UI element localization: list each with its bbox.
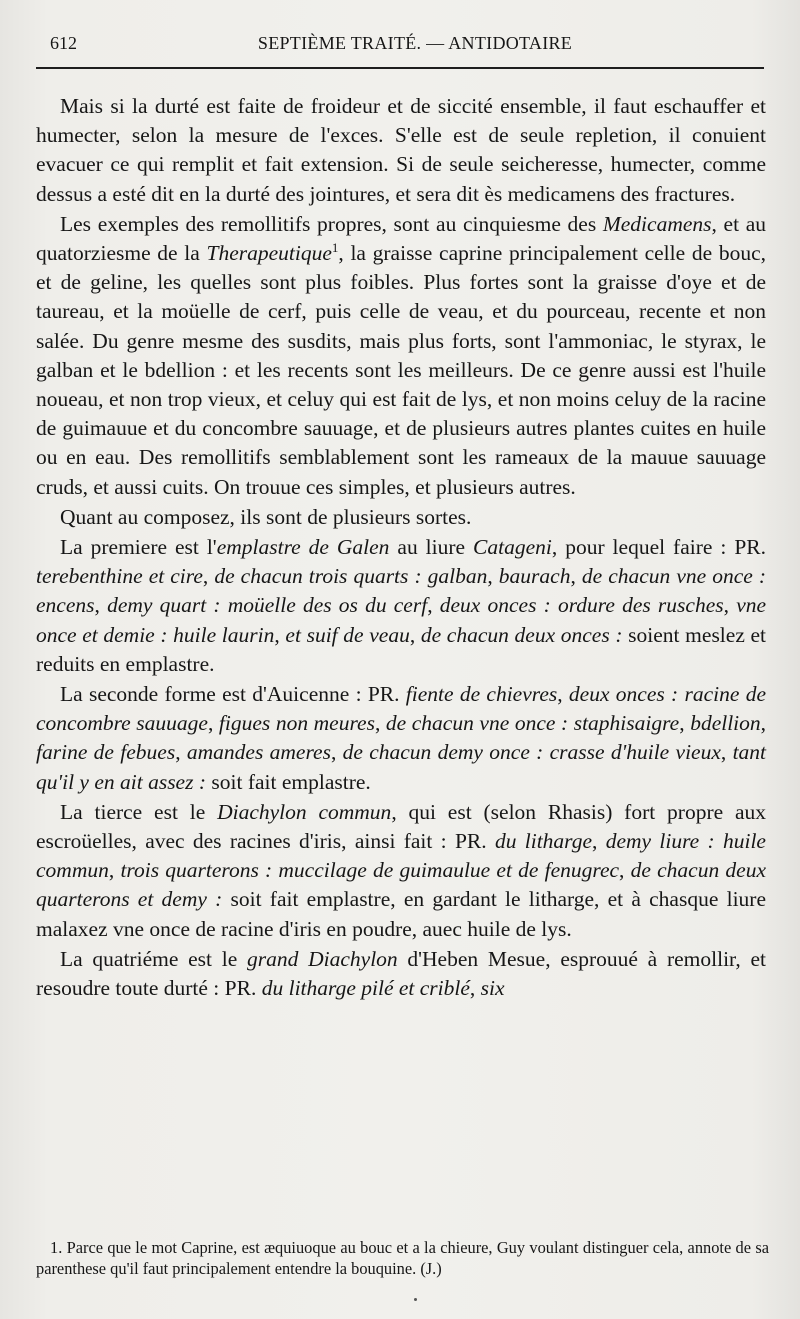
- paragraph: [36, 680, 766, 797]
- italic-text: bdellion: [690, 711, 761, 736]
- italic-text: et suif de veau: [285, 622, 410, 647]
- text-run: Les exemples des remollitifs propres, sont au cinquiesme des: [60, 211, 603, 236]
- text-run: ,: [469, 976, 481, 1001]
- text-run: soit fait emplastre.: [206, 769, 371, 794]
- text-run: ,: [619, 858, 631, 883]
- italic-text: de chacun trois quarts : galban: [214, 564, 488, 589]
- text-run: ,: [723, 593, 737, 618]
- running-title: SEPTIÈME TRAITÉ. — ANTIDOTAIRE: [257, 33, 573, 53]
- footnote: [36, 1237, 769, 1279]
- italic-text: de chacun demy once : crasse d'huile vieux: [342, 740, 721, 765]
- italic-text: vne once et demie : huile laurin: [36, 593, 767, 647]
- paragraph: [36, 210, 766, 502]
- italic-text: trois quarterons : muccilage de guimaulue et de fenugrec: [120, 858, 620, 883]
- italic-text: figues non meures: [218, 711, 375, 736]
- text-run: ,: [720, 740, 733, 765]
- text-run: La tierce est le: [60, 799, 218, 824]
- text-run: ,: [374, 711, 386, 736]
- text-run: ,: [202, 564, 215, 589]
- page-number: 612: [50, 33, 77, 53]
- paragraph: [36, 503, 766, 532]
- italic-text: deux onces : racine de concombre sauuage: [36, 682, 766, 736]
- text-run: ,: [760, 711, 767, 736]
- text-run: La quatriéme est le: [60, 946, 247, 971]
- text-run: La seconde forme est d'Auicenne : PR.: [60, 682, 406, 707]
- italic-text: Catageni: [473, 535, 552, 560]
- body-text: [36, 92, 766, 1003]
- text-run: ,: [207, 711, 219, 736]
- text-run: ,: [427, 593, 440, 618]
- italic-text: emplastre de Galen: [216, 535, 390, 560]
- italic-text: deux onces : ordure des rusches: [439, 593, 724, 618]
- text-run: , pour lequel faire : PR.: [551, 535, 766, 560]
- text-run: ,: [487, 564, 499, 589]
- italic-text: du litharge: [494, 829, 593, 854]
- text-run: soit fait emplastre, en gardant le litharge, et à chasque liure malaxez vne once de racine d'iris en poudre, auec huile de lys.: [36, 887, 767, 941]
- italic-text: de chacun vne once : encens: [36, 564, 767, 618]
- italic-text: tant qu'il y en ait assez :: [36, 740, 767, 794]
- italic-text: farine de febues: [36, 740, 176, 765]
- italic-text: six: [480, 976, 505, 1001]
- text-run: , et au quatorziesme de la: [36, 211, 766, 266]
- header-rule: [36, 67, 764, 69]
- text-run: ,: [570, 564, 582, 589]
- text-run: , la graisse caprine principalement celle de bouc, et de geline, les quelles sont plus foibles. Plus fortes sont la graisse d'oye et de taureau, et la moüelle de cerf, puis celle de veau, et du pourceau, recente et non salée. Du genre mesme des susdits, mais plus forts, sont l'ammoniac, le styrax, le galban et le bdellion : et les recents sont les meilleurs. De ce genre aussi est l'huile noueau, et non trop vieux, et celuy qui est fait de lys, et non moins celuy de la racine de guimauue et du concombre sauuage, et de plusieurs autres plantes cuites en huile ou en eau. Des remollitifs semblablement sont les rameaux de la mauue sauuage cruds, et aussi cuits. On trouue ces simples, et plusieurs autres.: [36, 241, 766, 499]
- italic-text: Medicamens: [602, 211, 712, 236]
- text-run: ,: [592, 829, 606, 854]
- text-run: soient meslez et reduits en emplastre.: [36, 622, 767, 676]
- text-run: ,: [94, 593, 108, 618]
- paragraph: [36, 945, 766, 1003]
- paragraph: [36, 533, 766, 679]
- footnote-text: 1. Parce que le mot Caprine, est æquiuoque au bouc et a la chieure, Guy voulant distinguer cela, annote de sa parenthese qu'il faut principalement entendre la bouquine. (J.): [36, 1238, 769, 1278]
- ink-speck: [414, 1298, 417, 1301]
- text-run: Mais si la durté est faite de froideur et de siccité ensemble, il faut eschauffer et humecter, selon la mesure de l'exces. S'elle est de seule repletion, il conuient evacuer ce qui remplit et fait extension. Si de seule seicheresse, humecter, comme dessus a esté dit en la durté des jointures, et sera dit ès medicamens des fractures.: [36, 94, 766, 206]
- italic-text: du litharge pilé et criblé: [261, 976, 470, 1001]
- text-run: La premiere est l': [60, 535, 217, 560]
- text-run: ,: [175, 740, 187, 765]
- paragraph: [36, 92, 766, 209]
- italic-text: fiente de chievres: [405, 682, 558, 707]
- text-run: ,: [330, 740, 343, 765]
- italic-text: baurach: [498, 564, 571, 589]
- text-run: ,: [557, 682, 569, 707]
- text-run: ,: [409, 622, 421, 647]
- text-run: d'Heben Mesue, esprouué à remollir, et resoudre toute durté : PR.: [36, 946, 766, 1001]
- italic-text: grand Diachylon: [247, 946, 398, 971]
- italic-text: amandes ameres: [186, 740, 331, 765]
- italic-text: terebenthine et cire: [36, 564, 203, 589]
- text-run: , qui est (selon Rhasis) fort propre aux escroüelles, avec des racines d'iris, ainsi fait : PR.: [36, 799, 766, 854]
- text-run: au liure: [389, 535, 474, 560]
- paragraph: [36, 798, 766, 944]
- text-run: ,: [108, 858, 121, 883]
- text-run: Quant au composez, ils sont de plusieurs sortes.: [60, 504, 472, 529]
- italic-text: Diachylon commun: [217, 799, 392, 824]
- italic-text: demy liure : huile commun: [36, 829, 766, 883]
- italic-text: de chacun deux onces :: [420, 622, 623, 647]
- italic-text: demy quart : moüelle des os du cerf: [107, 593, 428, 618]
- footnote-ref: 1: [331, 239, 339, 255]
- italic-text: de chacun deux quarterons et demy :: [36, 858, 766, 912]
- italic-text: de chacun vne once : staphisaigre: [385, 711, 680, 736]
- text-run: ,: [679, 711, 691, 736]
- text-run: ,: [274, 622, 286, 647]
- running-head: [36, 30, 764, 58]
- italic-text: Therapeutique: [206, 241, 332, 266]
